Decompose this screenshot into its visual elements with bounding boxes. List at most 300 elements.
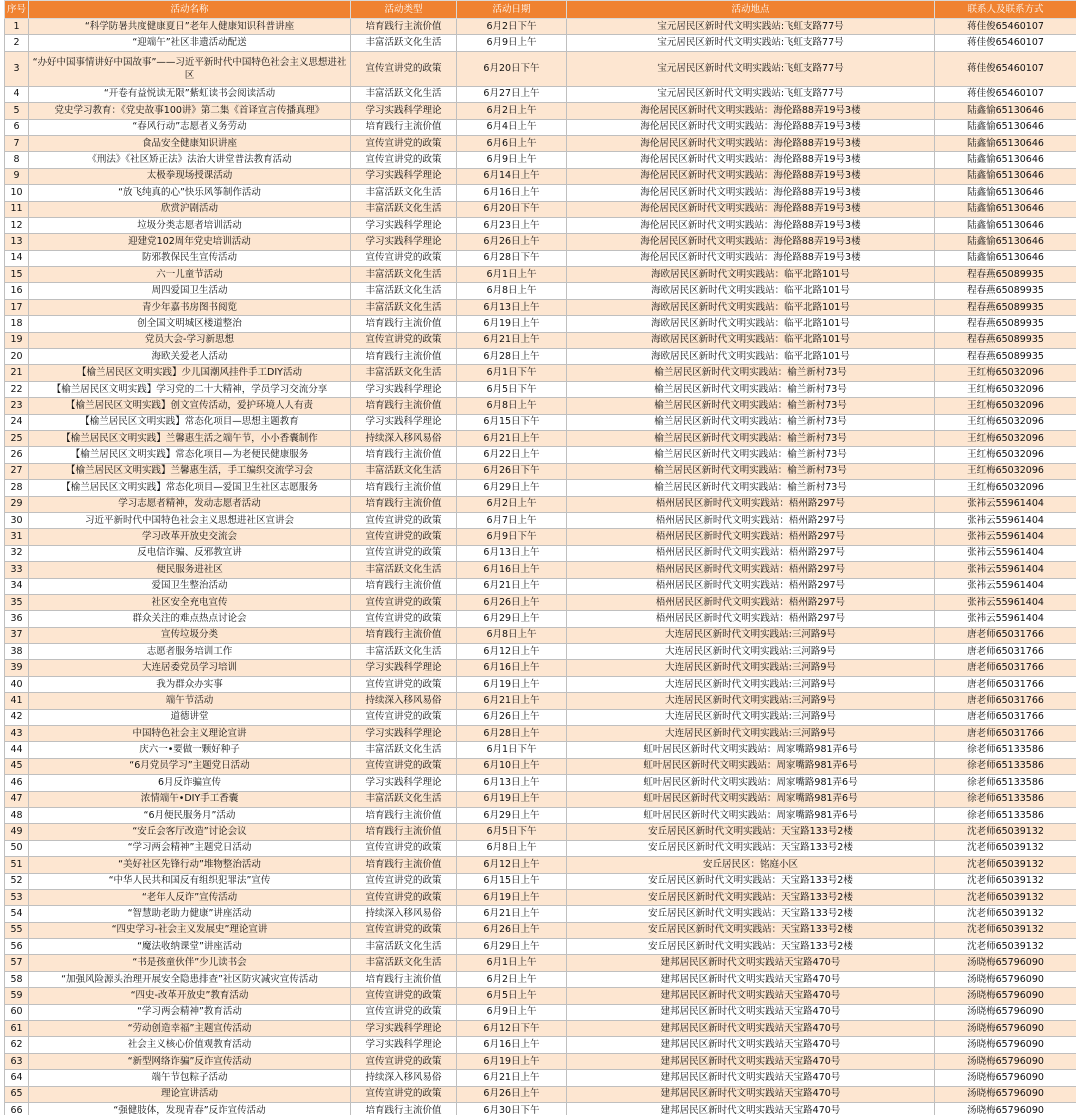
date-cell: 6月16日上午 xyxy=(457,185,567,201)
location-cell: 安丘居民区：铭庭小区 xyxy=(567,857,935,873)
name-cell: 庆六一•要做一颗好种子 xyxy=(29,742,351,758)
name-cell: “学习两会精神”教育活动 xyxy=(29,1004,351,1020)
type-cell: 丰富活跃文化生活 xyxy=(351,939,457,955)
date-cell: 6月19日上午 xyxy=(457,791,567,807)
name-cell: 迎建党102周年党史培训活动 xyxy=(29,234,351,250)
location-cell: 宝元居民区新时代文明实践站:飞虹支路77号 xyxy=(567,35,935,51)
name-cell: 【榆兰居民区文明实践】常态化项目—爱国卫生社区志愿服务 xyxy=(29,480,351,496)
header-cell-type: 活动类型 xyxy=(351,1,457,19)
type-cell: 持续深入移风易俗 xyxy=(351,693,457,709)
date-cell: 6月28日上午 xyxy=(457,349,567,365)
type-cell: 学习实践科学理论 xyxy=(351,1021,457,1037)
date-cell: 6月15日上午 xyxy=(457,873,567,889)
contact-cell: 沈老师65039132 xyxy=(935,889,1077,905)
type-cell: 丰富活跃文化生活 xyxy=(351,267,457,283)
date-cell: 6月7日上午 xyxy=(457,512,567,528)
date-cell: 6月21日上午 xyxy=(457,332,567,348)
index-cell: 55 xyxy=(5,922,29,938)
type-cell: 丰富活跃文化生活 xyxy=(351,742,457,758)
location-cell: 梧州居民区新时代文明实践站：梧州路297号 xyxy=(567,529,935,545)
table-row xyxy=(5,119,1077,135)
date-cell: 6月13日上午 xyxy=(457,299,567,315)
date-cell: 6月5日上午 xyxy=(457,988,567,1004)
date-cell: 6月12日上午 xyxy=(457,857,567,873)
name-cell: “四史-改革开放史”教育活动 xyxy=(29,988,351,1004)
table-row xyxy=(5,922,1077,938)
contact-cell: 程春燕65089935 xyxy=(935,283,1077,299)
index-cell: 29 xyxy=(5,496,29,512)
index-cell: 24 xyxy=(5,414,29,430)
table-row xyxy=(5,135,1077,151)
contact-cell: 蒋佳俊65460107 xyxy=(935,51,1077,86)
date-cell: 6月20日下午 xyxy=(457,51,567,86)
location-cell: 榆兰居民区新时代文明实践站：榆兰新村73号 xyxy=(567,480,935,496)
type-cell: 宣传宣讲党的政策 xyxy=(351,594,457,610)
name-cell: “中华人民共和国反有组织犯罪法”宣传 xyxy=(29,873,351,889)
type-cell: 丰富活跃文化生活 xyxy=(351,644,457,660)
date-cell: 6月26日上午 xyxy=(457,594,567,610)
index-cell: 20 xyxy=(5,349,29,365)
location-cell: 海伦居民区新时代文明实践站：海伦路88弄19号3楼 xyxy=(567,185,935,201)
contact-cell: 沈老师65039132 xyxy=(935,939,1077,955)
location-cell: 建邦居民区新时代文明实践站天宝路470号 xyxy=(567,955,935,971)
contact-cell: 汤晓梅65796090 xyxy=(935,1070,1077,1086)
table-row xyxy=(5,1004,1077,1020)
type-cell: 培育践行主流价值 xyxy=(351,447,457,463)
type-cell: 宣传宣讲党的政策 xyxy=(351,1004,457,1020)
table-row xyxy=(5,726,1077,742)
type-cell: 培育践行主流价值 xyxy=(351,1103,457,1115)
index-cell: 21 xyxy=(5,365,29,381)
index-cell: 54 xyxy=(5,906,29,922)
index-cell: 34 xyxy=(5,578,29,594)
name-cell: 食品安全健康知识讲座 xyxy=(29,135,351,151)
type-cell: 宣传宣讲党的政策 xyxy=(351,709,457,725)
date-cell: 6月26日下午 xyxy=(457,463,567,479)
index-cell: 49 xyxy=(5,824,29,840)
name-cell: 反电信诈骗、反邪教宣讲 xyxy=(29,545,351,561)
type-cell: 培育践行主流价值 xyxy=(351,496,457,512)
type-cell: 宣传宣讲党的政策 xyxy=(351,512,457,528)
table-row xyxy=(5,709,1077,725)
index-cell: 15 xyxy=(5,267,29,283)
name-cell: 理论宣讲活动 xyxy=(29,1086,351,1102)
location-cell: 海欧居民区新时代文明实践站：临平北路101号 xyxy=(567,316,935,332)
date-cell: 6月14日上午 xyxy=(457,168,567,184)
index-cell: 6 xyxy=(5,119,29,135)
location-cell: 榆兰居民区新时代文明实践站：榆兰新村73号 xyxy=(567,398,935,414)
table-row xyxy=(5,906,1077,922)
date-cell: 6月8日上午 xyxy=(457,283,567,299)
type-cell: 宣传宣讲党的政策 xyxy=(351,332,457,348)
index-cell: 28 xyxy=(5,480,29,496)
location-cell: 梧州居民区新时代文明实践站：梧州路297号 xyxy=(567,545,935,561)
name-cell: 群众关注的难点热点讨论会 xyxy=(29,611,351,627)
contact-cell: 汤晓梅65796090 xyxy=(935,1004,1077,1020)
date-cell: 6月16日上午 xyxy=(457,660,567,676)
date-cell: 6月19日上午 xyxy=(457,676,567,692)
date-cell: 6月30日下午 xyxy=(457,1103,567,1115)
type-cell: 学习实践科学理论 xyxy=(351,775,457,791)
date-cell: 6月9日上午 xyxy=(457,152,567,168)
contact-cell: 程春燕65089935 xyxy=(935,349,1077,365)
type-cell: 丰富活跃文化生活 xyxy=(351,201,457,217)
date-cell: 6月19日上午 xyxy=(457,889,567,905)
name-cell: 【榆兰居民区文明实践】创文宣传活动，爱护环境人人有责 xyxy=(29,398,351,414)
name-cell: “安丘会客厅改造”讨论会议 xyxy=(29,824,351,840)
location-cell: 海伦居民区新时代文明实践站：海伦路88弄19号3楼 xyxy=(567,168,935,184)
location-cell: 海欧居民区新时代文明实践站：临平北路101号 xyxy=(567,349,935,365)
name-cell: 【榆兰居民区文明实践】少儿国潮风挂件手工DIY活动 xyxy=(29,365,351,381)
type-cell: 培育践行主流价值 xyxy=(351,316,457,332)
name-cell: “强健肢体，发现青春”反诈宣传活动 xyxy=(29,1103,351,1115)
type-cell: 丰富活跃文化生活 xyxy=(351,283,457,299)
contact-cell: 陆鑫愉65130646 xyxy=(935,250,1077,266)
type-cell: 丰富活跃文化生活 xyxy=(351,365,457,381)
table-row xyxy=(5,988,1077,1004)
name-cell: 垃圾分类志愿者培训活动 xyxy=(29,217,351,233)
name-cell: 【榆兰居民区文明实践】常态化项目—为老便民健康服务 xyxy=(29,447,351,463)
location-cell: 大连居民区新时代文明实践站:三河路9号 xyxy=(567,676,935,692)
index-cell: 61 xyxy=(5,1021,29,1037)
name-cell: 青少年嘉书房图书阅览 xyxy=(29,299,351,315)
type-cell: 宣传宣讲党的政策 xyxy=(351,51,457,86)
name-cell: “科学防暑共度健康夏日”老年人健康知识科普讲座 xyxy=(29,19,351,35)
date-cell: 6月5日下午 xyxy=(457,381,567,397)
type-cell: 学习实践科学理论 xyxy=(351,168,457,184)
contact-cell: 徐老师65133586 xyxy=(935,758,1077,774)
date-cell: 6月19日上午 xyxy=(457,316,567,332)
date-cell: 6月2日上午 xyxy=(457,103,567,119)
type-cell: 培育践行主流价值 xyxy=(351,971,457,987)
type-cell: 学习实践科学理论 xyxy=(351,726,457,742)
activity-schedule-sheet xyxy=(4,0,1076,1115)
contact-cell: 王红梅65032096 xyxy=(935,430,1077,446)
table-row xyxy=(5,51,1077,86)
date-cell: 6月26日上午 xyxy=(457,234,567,250)
contact-cell: 程春燕65089935 xyxy=(935,267,1077,283)
table-row xyxy=(5,283,1077,299)
table-row xyxy=(5,644,1077,660)
type-cell: 宣传宣讲党的政策 xyxy=(351,1053,457,1069)
location-cell: 建邦居民区新时代文明实践站天宝路470号 xyxy=(567,1070,935,1086)
index-cell: 58 xyxy=(5,971,29,987)
contact-cell: 唐老师65031766 xyxy=(935,627,1077,643)
name-cell: 浓情端午•DIY手工香囊 xyxy=(29,791,351,807)
date-cell: 6月2日上午 xyxy=(457,496,567,512)
table-row xyxy=(5,103,1077,119)
type-cell: 丰富活跃文化生活 xyxy=(351,86,457,102)
table-row xyxy=(5,447,1077,463)
date-cell: 6月29日上午 xyxy=(457,807,567,823)
index-cell: 10 xyxy=(5,185,29,201)
contact-cell: 唐老师65031766 xyxy=(935,709,1077,725)
contact-cell: 陆鑫愉65130646 xyxy=(935,234,1077,250)
table-row xyxy=(5,512,1077,528)
index-cell: 59 xyxy=(5,988,29,1004)
table-row xyxy=(5,168,1077,184)
location-cell: 榆兰居民区新时代文明实践站：榆兰新村73号 xyxy=(567,447,935,463)
location-cell: 榆兰居民区新时代文明实践站：榆兰新村73号 xyxy=(567,365,935,381)
table-row xyxy=(5,332,1077,348)
name-cell: 社会主义核心价值观教育活动 xyxy=(29,1037,351,1053)
index-cell: 33 xyxy=(5,562,29,578)
type-cell: 宣传宣讲党的政策 xyxy=(351,988,457,1004)
location-cell: 宝元居民区新时代文明实践站:飞虹支路77号 xyxy=(567,51,935,86)
contact-cell: 陆鑫愉65130646 xyxy=(935,119,1077,135)
table-body xyxy=(5,19,1077,1115)
location-cell: 海欧居民区新时代文明实践站：临平北路101号 xyxy=(567,267,935,283)
date-cell: 6月8日上午 xyxy=(457,398,567,414)
name-cell: 社区安全充电宣传 xyxy=(29,594,351,610)
name-cell: “书是孩童伙伴”少儿读书会 xyxy=(29,955,351,971)
name-cell: “美好社区先锋行动”堆物整治活动 xyxy=(29,857,351,873)
contact-cell: 张祎云55961404 xyxy=(935,529,1077,545)
header-row xyxy=(5,1,1077,19)
date-cell: 6月9日上午 xyxy=(457,1004,567,1020)
contact-cell: 汤晓梅65796090 xyxy=(935,955,1077,971)
contact-cell: 徐老师65133586 xyxy=(935,775,1077,791)
date-cell: 6月5日下午 xyxy=(457,824,567,840)
date-cell: 6月21日上午 xyxy=(457,1070,567,1086)
type-cell: 持续深入移风易俗 xyxy=(351,1070,457,1086)
location-cell: 大连居民区新时代文明实践站:三河路9号 xyxy=(567,627,935,643)
index-cell: 22 xyxy=(5,381,29,397)
name-cell: 学习改革开放史交流会 xyxy=(29,529,351,545)
name-cell: “放飞纯真的心”快乐风筝制作活动 xyxy=(29,185,351,201)
location-cell: 建邦居民区新时代文明实践站天宝路470号 xyxy=(567,1103,935,1115)
contact-cell: 唐老师65031766 xyxy=(935,644,1077,660)
location-cell: 大连居民区新时代文明实践站:三河路9号 xyxy=(567,693,935,709)
contact-cell: 蒋佳俊65460107 xyxy=(935,35,1077,51)
name-cell: “6月便民服务月”活动 xyxy=(29,807,351,823)
table-row xyxy=(5,250,1077,266)
location-cell: 海伦居民区新时代文明实践站：海伦路88弄19号3楼 xyxy=(567,201,935,217)
table-row xyxy=(5,35,1077,51)
contact-cell: 陆鑫愉65130646 xyxy=(935,201,1077,217)
header-cell-location: 活动地点 xyxy=(567,1,935,19)
date-cell: 6月26日上午 xyxy=(457,1086,567,1102)
contact-cell: 张祎云55961404 xyxy=(935,562,1077,578)
type-cell: 宣传宣讲党的政策 xyxy=(351,250,457,266)
type-cell: 学习实践科学理论 xyxy=(351,660,457,676)
location-cell: 梧州居民区新时代文明实践站：梧州路297号 xyxy=(567,594,935,610)
type-cell: 丰富活跃文化生活 xyxy=(351,185,457,201)
name-cell: “6月党员学习”主题党日活动 xyxy=(29,758,351,774)
date-cell: 6月28日上午 xyxy=(457,726,567,742)
location-cell: 虹叶居民区新时代文明实践站：周家嘴路981弄6号 xyxy=(567,807,935,823)
index-cell: 4 xyxy=(5,86,29,102)
date-cell: 6月1日上午 xyxy=(457,955,567,971)
table-row xyxy=(5,611,1077,627)
type-cell: 培育践行主流价值 xyxy=(351,349,457,365)
contact-cell: 沈老师65039132 xyxy=(935,840,1077,856)
date-cell: 6月22日上午 xyxy=(457,447,567,463)
type-cell: 宣传宣讲党的政策 xyxy=(351,611,457,627)
type-cell: 培育践行主流价值 xyxy=(351,398,457,414)
date-cell: 6月1日下午 xyxy=(457,365,567,381)
location-cell: 海伦居民区新时代文明实践站：海伦路88弄19号3楼 xyxy=(567,217,935,233)
index-cell: 60 xyxy=(5,1004,29,1020)
table-row xyxy=(5,889,1077,905)
header-cell-name: 活动名称 xyxy=(29,1,351,19)
contact-cell: 徐老师65133586 xyxy=(935,791,1077,807)
index-cell: 42 xyxy=(5,709,29,725)
header-cell-contact: 联系人及联系方式 xyxy=(935,1,1077,19)
contact-cell: 程春燕65089935 xyxy=(935,299,1077,315)
type-cell: 学习实践科学理论 xyxy=(351,103,457,119)
index-cell: 17 xyxy=(5,299,29,315)
index-cell: 47 xyxy=(5,791,29,807)
index-cell: 9 xyxy=(5,168,29,184)
index-cell: 51 xyxy=(5,857,29,873)
location-cell: 虹叶居民区新时代文明实践站：周家嘴路981弄6号 xyxy=(567,758,935,774)
location-cell: 海伦居民区新时代文明实践站：海伦路88弄19号3楼 xyxy=(567,103,935,119)
table-row xyxy=(5,758,1077,774)
index-cell: 11 xyxy=(5,201,29,217)
location-cell: 梧州居民区新时代文明实践站：梧州路297号 xyxy=(567,611,935,627)
contact-cell: 张祎云55961404 xyxy=(935,611,1077,627)
contact-cell: 王红梅65032096 xyxy=(935,480,1077,496)
table-row xyxy=(5,430,1077,446)
index-cell: 46 xyxy=(5,775,29,791)
index-cell: 41 xyxy=(5,693,29,709)
contact-cell: 张祎云55961404 xyxy=(935,545,1077,561)
index-cell: 40 xyxy=(5,676,29,692)
index-cell: 36 xyxy=(5,611,29,627)
type-cell: 丰富活跃文化生活 xyxy=(351,299,457,315)
name-cell: “四史学习-社会主义发展史”理论宣讲 xyxy=(29,922,351,938)
type-cell: 培育践行主流价值 xyxy=(351,480,457,496)
type-cell: 丰富活跃文化生活 xyxy=(351,35,457,51)
contact-cell: 唐老师65031766 xyxy=(935,676,1077,692)
index-cell: 62 xyxy=(5,1037,29,1053)
location-cell: 建邦居民区新时代文明实践站天宝路470号 xyxy=(567,1053,935,1069)
contact-cell: 张祎云55961404 xyxy=(935,594,1077,610)
name-cell: 【榆兰居民区文明实践】常态化项目—思想主题教育 xyxy=(29,414,351,430)
table-row xyxy=(5,398,1077,414)
name-cell: “劳动创造幸福”主题宣传活动 xyxy=(29,1021,351,1037)
table-row xyxy=(5,201,1077,217)
index-cell: 12 xyxy=(5,217,29,233)
type-cell: 学习实践科学理论 xyxy=(351,217,457,233)
type-cell: 丰富活跃文化生活 xyxy=(351,562,457,578)
contact-cell: 沈老师65039132 xyxy=(935,857,1077,873)
table-row xyxy=(5,217,1077,233)
name-cell: 我为群众办实事 xyxy=(29,676,351,692)
date-cell: 6月2日下午 xyxy=(457,19,567,35)
date-cell: 6月27日上午 xyxy=(457,86,567,102)
name-cell: 道德讲堂 xyxy=(29,709,351,725)
date-cell: 6月29日上午 xyxy=(457,939,567,955)
index-cell: 44 xyxy=(5,742,29,758)
type-cell: 学习实践科学理论 xyxy=(351,381,457,397)
type-cell: 学习实践科学理论 xyxy=(351,234,457,250)
type-cell: 持续深入移风易俗 xyxy=(351,906,457,922)
date-cell: 6月26日上午 xyxy=(457,709,567,725)
contact-cell: 张祎云55961404 xyxy=(935,496,1077,512)
table-row xyxy=(5,19,1077,35)
name-cell: 便民服务进社区 xyxy=(29,562,351,578)
contact-cell: 沈老师65039132 xyxy=(935,824,1077,840)
date-cell: 6月13日上午 xyxy=(457,545,567,561)
index-cell: 18 xyxy=(5,316,29,332)
location-cell: 建邦居民区新时代文明实践站天宝路470号 xyxy=(567,1037,935,1053)
table-row xyxy=(5,349,1077,365)
name-cell: 【榆兰居民区文明实践】学习党的二十大精神，学员学习交流分享 xyxy=(29,381,351,397)
date-cell: 6月21日上午 xyxy=(457,430,567,446)
contact-cell: 陆鑫愉65130646 xyxy=(935,185,1077,201)
index-cell: 50 xyxy=(5,840,29,856)
type-cell: 培育践行主流价值 xyxy=(351,857,457,873)
name-cell: 周四爱国卫生活动 xyxy=(29,283,351,299)
table-row xyxy=(5,529,1077,545)
date-cell: 6月16日上午 xyxy=(457,1037,567,1053)
type-cell: 宣传宣讲党的政策 xyxy=(351,529,457,545)
index-cell: 35 xyxy=(5,594,29,610)
table-row xyxy=(5,660,1077,676)
date-cell: 6月2日上午 xyxy=(457,971,567,987)
name-cell: 创全国文明城区楼道整治 xyxy=(29,316,351,332)
index-cell: 1 xyxy=(5,19,29,35)
date-cell: 6月8日上午 xyxy=(457,840,567,856)
table-row xyxy=(5,857,1077,873)
name-cell: 党员大会-学习新思想 xyxy=(29,332,351,348)
table-row xyxy=(5,1103,1077,1115)
name-cell: 【榆兰居民区文明实践】兰馨惠生活之端午节，小小香囊制作 xyxy=(29,430,351,446)
contact-cell: 唐老师65031766 xyxy=(935,660,1077,676)
table-row xyxy=(5,840,1077,856)
type-cell: 宣传宣讲党的政策 xyxy=(351,922,457,938)
table-row xyxy=(5,594,1077,610)
header-cell-index: 序号 xyxy=(5,1,29,19)
index-cell: 39 xyxy=(5,660,29,676)
date-cell: 6月19日上午 xyxy=(457,1053,567,1069)
table-row xyxy=(5,939,1077,955)
name-cell: 端午节活动 xyxy=(29,693,351,709)
contact-cell: 程春燕65089935 xyxy=(935,332,1077,348)
location-cell: 虹叶居民区新时代文明实践站：周家嘴路981弄6号 xyxy=(567,791,935,807)
date-cell: 6月4日上午 xyxy=(457,119,567,135)
index-cell: 37 xyxy=(5,627,29,643)
table-row xyxy=(5,955,1077,971)
name-cell: 海欧关爱老人活动 xyxy=(29,349,351,365)
location-cell: 大连居民区新时代文明实践站:三河路9号 xyxy=(567,644,935,660)
table-row xyxy=(5,234,1077,250)
contact-cell: 汤晓梅65796090 xyxy=(935,988,1077,1004)
index-cell: 5 xyxy=(5,103,29,119)
date-cell: 6月21日上午 xyxy=(457,906,567,922)
table-row xyxy=(5,316,1077,332)
location-cell: 建邦居民区新时代文明实践站天宝路470号 xyxy=(567,1021,935,1037)
location-cell: 榆兰居民区新时代文明实践站：榆兰新村73号 xyxy=(567,414,935,430)
table-row xyxy=(5,1086,1077,1102)
location-cell: 宝元居民区新时代文明实践站:飞虹支路77号 xyxy=(567,19,935,35)
name-cell: 党史学习教育：《党史故事100讲》第二集《首译宣言传播真理》 xyxy=(29,103,351,119)
location-cell: 海伦居民区新时代文明实践站：海伦路88弄19号3楼 xyxy=(567,135,935,151)
index-cell: 31 xyxy=(5,529,29,545)
location-cell: 建邦居民区新时代文明实践站天宝路470号 xyxy=(567,1086,935,1102)
location-cell: 梧州居民区新时代文明实践站：梧州路297号 xyxy=(567,496,935,512)
date-cell: 6月1日下午 xyxy=(457,742,567,758)
name-cell: 防邪教保民生宣传活动 xyxy=(29,250,351,266)
contact-cell: 汤晓梅65796090 xyxy=(935,1103,1077,1115)
table-row xyxy=(5,267,1077,283)
type-cell: 培育践行主流价值 xyxy=(351,627,457,643)
name-cell: 大连居委党员学习培训 xyxy=(29,660,351,676)
location-cell: 安丘居民区新时代文明实践站：天宝路133号2楼 xyxy=(567,939,935,955)
date-cell: 6月20日下午 xyxy=(457,201,567,217)
